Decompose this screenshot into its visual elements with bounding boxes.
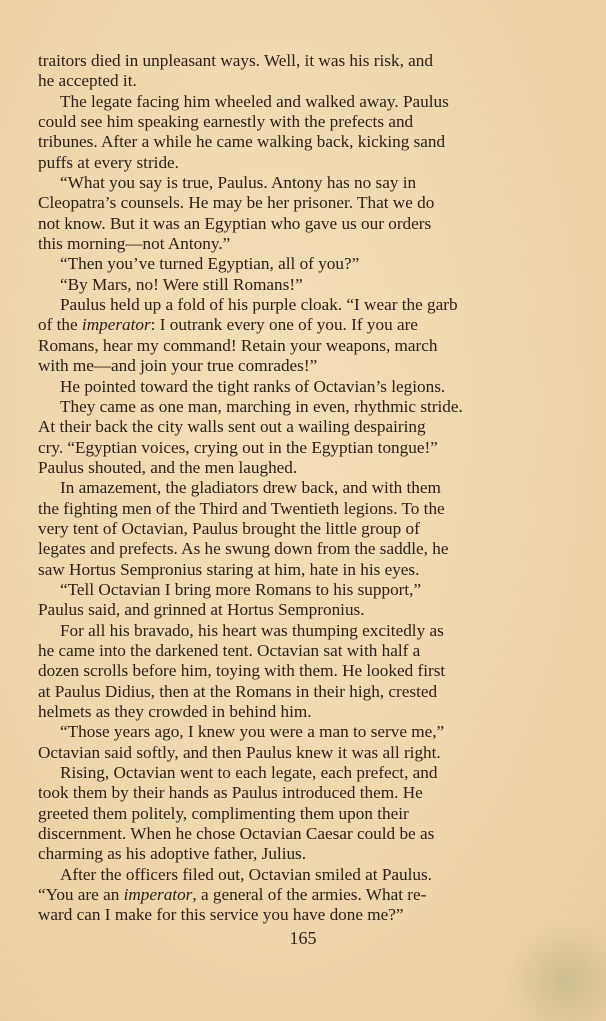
text-line: legates and prefects. As he swung down from the saddle, he [38, 539, 449, 559]
text-line: took them by their hands as Paulus introduced them. He [38, 783, 423, 803]
text-line: cry. “Egyptian voices, crying out in the Egyptian tongue!” [38, 437, 438, 457]
text-line: “Tell Octavian I bring more Romans to his support,” [60, 579, 422, 599]
text-line: Paulus held up a fold of his purple cloak. “I wear the garb [60, 295, 458, 315]
text-line: Romans, hear my command! Retain your weapons, march [38, 335, 438, 355]
text-line: traitors died in unpleasant ways. Well, it was his risk, and [38, 51, 433, 70]
text-line: dozen scrolls before him, toying with them. He looked first [38, 661, 446, 681]
text-line: Cleopatra’s counsels. He may be her prisoner. That we do [38, 193, 435, 213]
text-line: For all his bravado, his heart was thumping excitedly as [60, 620, 444, 640]
text-line: The legate facing him wheeled and walked away. Paulus [60, 91, 449, 111]
text-line: the fighting men of the Third and Twentieth legions. To the [38, 498, 445, 518]
body-text [38, 51, 558, 926]
paper-stain [506, 921, 606, 1021]
text-line: “Then you’ve turned Egyptian, all of you?” [60, 254, 360, 274]
text-line: Paulus shouted, and the men laughed. [38, 457, 298, 477]
text-line: He pointed toward the tight ranks of Octavian’s legions. [60, 376, 446, 396]
text-line: at Paulus Didius, then at the Romans in their high, crested [38, 681, 438, 701]
text-line: ward can I make for this service you have done me?” [38, 905, 404, 925]
text-line-after: : I outrank every one of you. If you are [150, 315, 418, 335]
text-line: this morning—not Antony.” [38, 234, 231, 254]
text-line-before: “You are an [38, 885, 124, 905]
text-line [38, 885, 558, 905]
italic-word: imperator [81, 315, 151, 335]
text-line: They came as one man, marching in even, rhythmic stride. [60, 396, 463, 416]
text-line: At their back the city walls sent out a wailing despairing [38, 417, 426, 437]
text-line: Rising, Octavian went to each legate, each prefect, and [60, 763, 438, 783]
text-line: “By Mars, no! Were still Romans!” [60, 274, 303, 294]
text-line: could see him speaking earnestly with the prefects and [38, 112, 414, 132]
text-line: very tent of Octavian, Paulus brought the little group of [38, 518, 420, 538]
text-line: discernment. When he chose Octavian Caesar could be as [38, 824, 435, 844]
text-line: In amazement, the gladiators drew back, and with them [60, 478, 441, 498]
text-line: he came into the darkened tent. Octavian sat with half a [38, 640, 421, 660]
text-line: not know. But it was an Egyptian who gave us our orders [38, 213, 432, 233]
text-line: puffs at every stride. [38, 152, 179, 172]
text-line: “What you say is true, Paulus. Antony has no say in [60, 173, 417, 193]
text-line: charming as his adoptive father, Julius. [38, 844, 307, 864]
page-number: 165 [289, 928, 317, 948]
italic-word: imperator [123, 885, 193, 905]
text-line: Paulus said, and grinned at Hortus Sempronius. [38, 600, 365, 620]
text-line: with me—and join your true comrades!” [38, 356, 318, 376]
text-line: saw Hortus Sempronius staring at him, hate in his eyes. [38, 559, 420, 579]
text-line: tribunes. After a while he came walking back, kicking sand [38, 132, 446, 152]
text-line: helmets as they crowded in behind him. [38, 702, 312, 721]
text-line: he accepted it. [38, 71, 137, 91]
text-line: greeted them politely, complimenting them upon their [38, 803, 409, 823]
text-line-before: of the [38, 315, 82, 335]
text-line [38, 315, 558, 335]
text-line: After the officers filed out, Octavian smiled at Paulus. [60, 864, 432, 884]
text-line: Octavian said softly, and then Paulus knew it was all right. [38, 742, 441, 762]
text-line: “Those years ago, I knew you were a man to serve me,” [60, 722, 445, 742]
text-line-after: , a general of the armies. What re- [192, 885, 427, 905]
